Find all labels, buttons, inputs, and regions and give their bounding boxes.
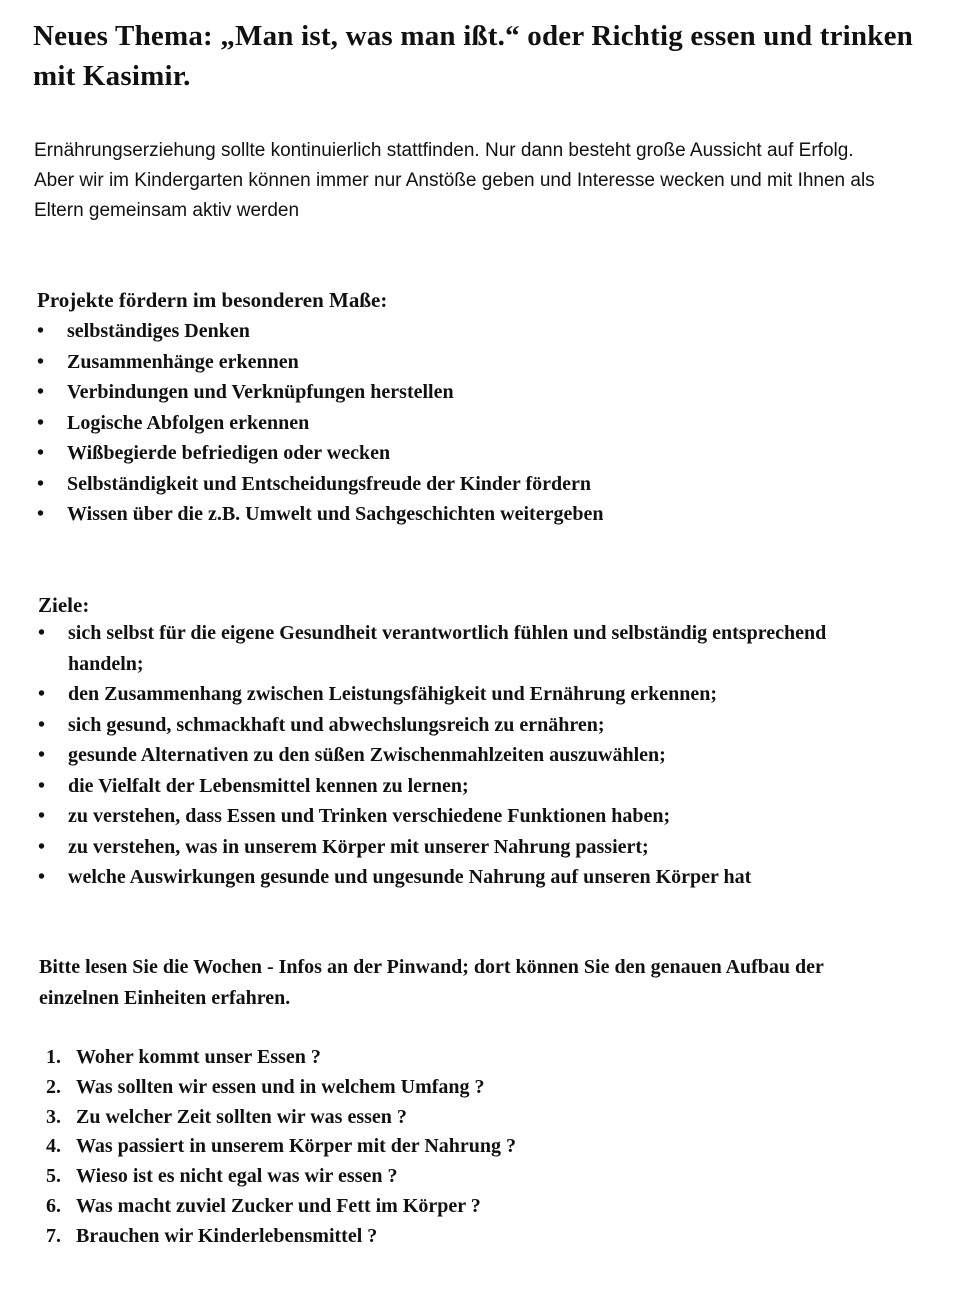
questions-list bbox=[46, 1043, 516, 1252]
question-text: Zu welcher Zeit sollten wir was essen ? bbox=[76, 1105, 407, 1128]
list-item: • Logische Abfolgen erkennen bbox=[37, 408, 897, 439]
goals-heading: Ziele: bbox=[38, 593, 90, 617]
question-text: Woher kommt unser Essen ? bbox=[76, 1046, 321, 1068]
list-item: • sich gesund, schmackhaft und abwechslungsreich zu ernähren; bbox=[38, 710, 883, 741]
list-item: • Wissen über die z.B. Umwelt und Sachgeschichten weitergeben bbox=[37, 499, 897, 530]
question-number: 1. bbox=[46, 1046, 61, 1068]
list-item: • zu verstehen, dass Essen und Trinken verschiedene Funktionen haben; bbox=[38, 801, 883, 832]
list-item bbox=[46, 1043, 516, 1073]
list-item: • Wißbegierde befriedigen oder wecken bbox=[37, 438, 897, 469]
question-text: Was passiert in unserem Körper mit der Nahrung ? bbox=[76, 1135, 517, 1158]
intro-paragraph-1: Ernährungserziehung sollte kontinuierlich stattfinden. Nur dann besteht große Aussicht auf Erfolg. bbox=[34, 140, 854, 161]
intro-text bbox=[34, 136, 894, 226]
pinboard-notice: Bitte lesen Sie die Wochen - Infos an der Pinwand; dort können Sie den genauen Aufbau der einzelnen Einheiten erfahren. bbox=[39, 956, 824, 1009]
list-item: • selbständiges Denken bbox=[37, 316, 897, 347]
list-item bbox=[46, 1132, 516, 1162]
question-number: 2. bbox=[46, 1075, 61, 1098]
list-item: • Verbindungen und Verknüpfungen herstellen bbox=[37, 377, 897, 408]
intro-paragraph-2: Aber wir im Kindergarten können immer nur Anstöße geben und Interesse wecken und mit Ihnen als Eltern gemeinsam aktiv werden bbox=[34, 170, 875, 221]
list-item bbox=[46, 1162, 516, 1192]
list-item bbox=[46, 1073, 516, 1103]
list-item: • zu verstehen, was in unserem Körper mit unserer Nahrung passiert; bbox=[38, 832, 883, 863]
projects-list bbox=[37, 316, 897, 530]
question-text: Brauchen wir Kinderlebensmittel ? bbox=[76, 1224, 378, 1247]
list-item: • gesunde Alternativen zu den süßen Zwischenmahlzeiten auszuwählen; bbox=[38, 740, 883, 771]
question-number: 7. bbox=[46, 1224, 61, 1247]
list-item: • die Vielfalt der Lebensmittel kennen zu lernen; bbox=[38, 771, 883, 802]
list-item bbox=[46, 1103, 516, 1133]
page-title: Neues Thema: „Man ist, was man ißt.“ oder Richtig essen und trinken mit Kasimir. bbox=[33, 20, 913, 92]
question-number: 3. bbox=[46, 1105, 61, 1128]
goals-list bbox=[38, 618, 883, 893]
question-number: 5. bbox=[46, 1165, 61, 1188]
question-text: Was sollten wir essen und in welchem Umfang ? bbox=[76, 1075, 485, 1098]
question-text: Was macht zuviel Zucker und Fett im Körper ? bbox=[76, 1194, 481, 1217]
list-item: • welche Auswirkungen gesunde und ungesunde Nahrung auf unseren Körper hat bbox=[38, 862, 883, 893]
question-number: 6. bbox=[46, 1194, 61, 1217]
list-item bbox=[46, 1192, 516, 1222]
question-text: Wieso ist es nicht egal was wir essen ? bbox=[76, 1165, 398, 1188]
list-item: • sich selbst für die eigene Gesundheit verantwortlich fühlen und selbständig entsprechend handeln; bbox=[38, 618, 883, 679]
list-item bbox=[46, 1222, 516, 1252]
list-item: • den Zusammenhang zwischen Leistungsfähigkeit und Ernährung erkennen; bbox=[38, 679, 883, 710]
projects-heading: Projekte fördern im besonderen Maße: bbox=[37, 288, 388, 312]
list-item: • Selbständigkeit und Entscheidungsfreude der Kinder fördern bbox=[37, 469, 897, 500]
question-number: 4. bbox=[46, 1135, 61, 1158]
list-item: • Zusammenhänge erkennen bbox=[37, 347, 897, 378]
